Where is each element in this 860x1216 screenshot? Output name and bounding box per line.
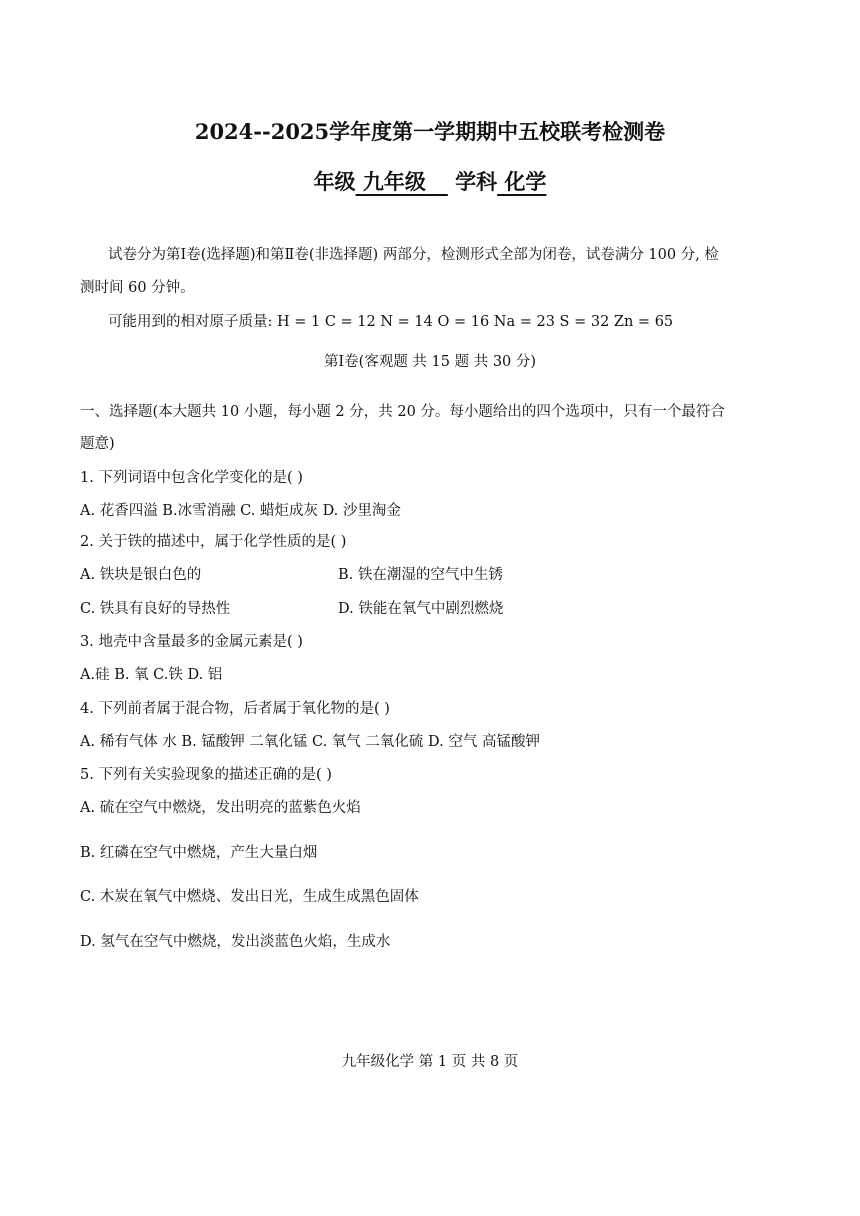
subject-label: 学科 — [455, 169, 498, 194]
grade-label: 年级 — [313, 169, 356, 194]
question-3-stem: 3. 地壳中含量最多的金属元素是( ) — [80, 634, 303, 650]
question-2-option-c: C. 铁具有良好的导热性 — [80, 601, 231, 617]
question-2-option-b: B. 铁在潮湿的空气中生锈 — [338, 567, 503, 583]
question-2-option-d: D. 铁能在氧气中剧烈燃烧 — [338, 601, 504, 617]
question-1-stem: 1. 下列词语中包含化学变化的是( ) — [80, 470, 303, 486]
intro-line-2: 测时间 60 分钟。 — [80, 280, 195, 296]
grade-value: 九年级 — [362, 169, 426, 194]
subject-value: 化学 — [504, 169, 547, 194]
section1-heading-line1: 一、选择题(本大题共 10 小题，每小题 2 分，共 20 分。每小题给出的四个选项中，只有一个最符合 — [80, 404, 725, 420]
exam-title: 2024--2025学年度第一学期期中五校联考检测卷 — [194, 119, 666, 144]
question-5-option-b: B. 红磷在空气中燃烧，产生大量白烟 — [80, 845, 318, 861]
page-footer: 九年级化学 第 1 页 共 8 页 — [341, 1054, 519, 1070]
question-1-options: A. 花香四溢 B.冰雪消融 C. 蜡炬成灰 D. 沙里淘金 — [80, 503, 401, 519]
question-5-option-c: C. 木炭在氧气中燃烧、发出日光，生成生成黑色固体 — [80, 889, 419, 905]
grade-subject-line — [0, 166, 860, 196]
question-5-option-a: A. 硫在空气中燃烧，发出明亮的蓝紫色火焰 — [80, 800, 361, 816]
question-4-stem: 4. 下列前者属于混合物，后者属于氧化物的是( ) — [80, 701, 390, 717]
section1-heading-line2: 题意) — [80, 436, 115, 452]
question-2-stem: 2. 关于铁的描述中，属于化学性质的是( ) — [80, 534, 347, 550]
part1-heading: 第Ⅰ卷(客观题 共 15 题 共 30 分) — [323, 354, 537, 370]
question-4-options: A. 稀有气体 水 B. 锰酸钾 二氧化锰 C. 氧气 二氧化硫 D. 空气 高锰酸钾 — [80, 734, 540, 750]
intro-line-1: 试卷分为第Ⅰ卷(选择题)和第Ⅱ卷(非选择题) 两部分，检测形式全部为闭卷，试卷满分 100 分, 检 — [108, 247, 719, 263]
question-5-option-d: D. 氢气在空气中燃烧，发出淡蓝色火焰，生成水 — [80, 934, 391, 950]
question-2-option-a: A. 铁块是银白色的 — [80, 567, 202, 583]
atomic-masses: 可能用到的相对原子质量: H = 1 C = 12 N = 14 O = 16 Na = 23 S = 32 Zn = 65 — [108, 314, 674, 330]
question-3-options: A.硅 B. 氧 C.铁 D. 铝 — [80, 667, 223, 683]
question-5-stem: 5. 下列有关实验现象的描述正确的是( ) — [80, 767, 332, 783]
